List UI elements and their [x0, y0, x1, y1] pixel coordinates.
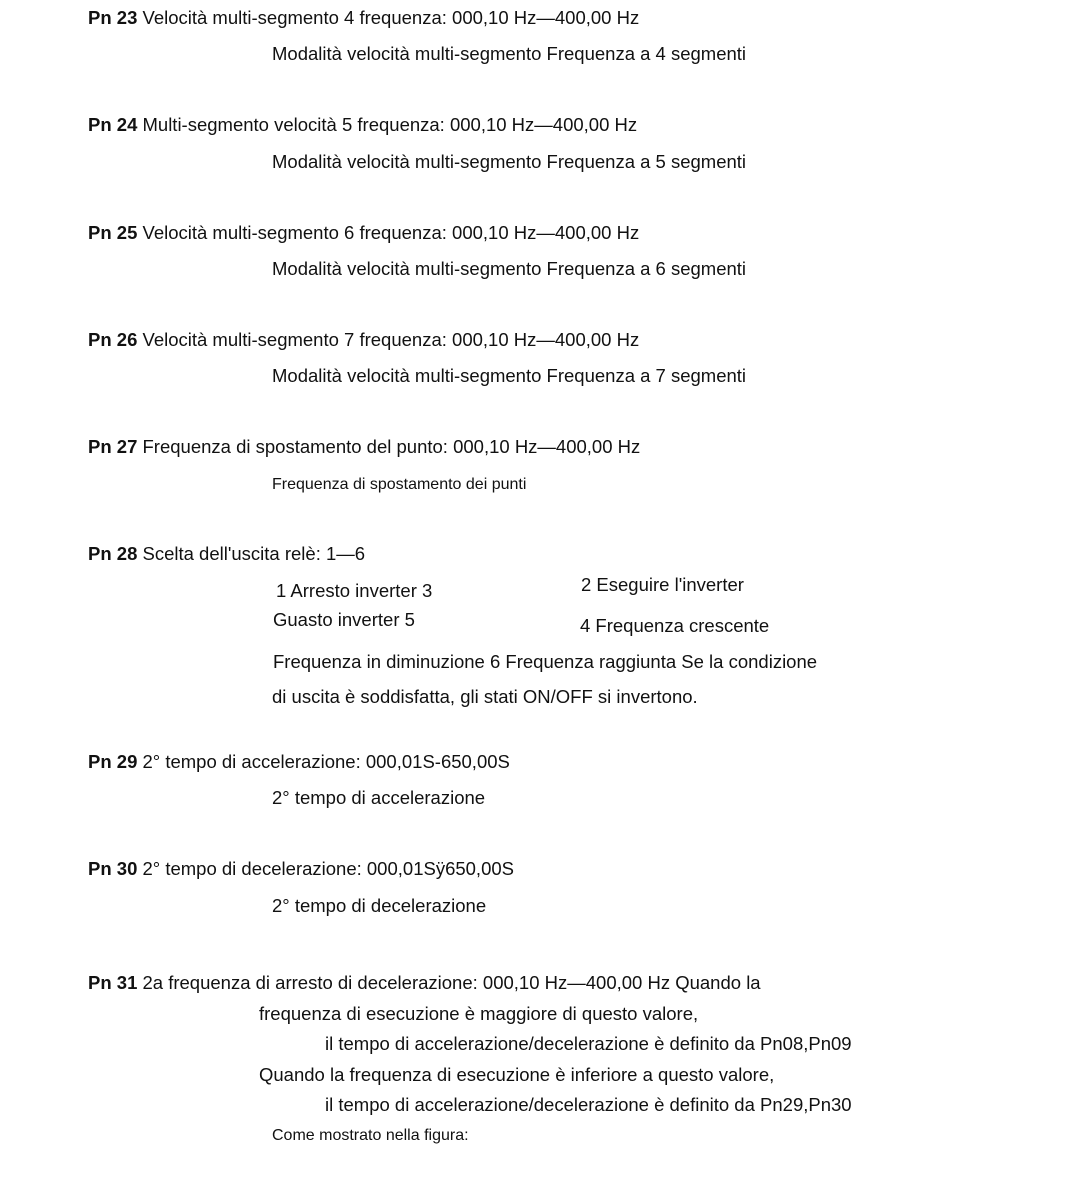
param-code: Pn 26 — [88, 329, 138, 350]
param-heading-pn27 — [88, 436, 640, 458]
param-description: Frequenza di spostamento dei punti — [272, 476, 527, 493]
param-title: Frequenza di spostamento del punto: 000,10 Hz—400,00 Hz — [142, 436, 641, 457]
param-description: Modalità velocità multi-segmento Frequenza a 7 segmenti — [272, 365, 747, 386]
param-text-line: il tempo di accelerazione/decelerazione è definito da Pn29,Pn30 — [325, 1094, 852, 1115]
relay-option-line: 4 Frequenza crescente — [580, 615, 770, 636]
param-text-line: frequenza di esecuzione è maggiore di questo valore, — [259, 1003, 699, 1024]
param-title: Velocità multi-segmento 6 frequenza: 000,10 Hz—400,00 Hz — [142, 222, 640, 243]
param-title: 2a frequenza di arresto di decelerazione: 000,10 Hz—400,00 Hz Quando la — [142, 972, 761, 993]
param-code: Pn 31 — [88, 972, 138, 993]
param-title: Scelta dell'uscita relè: 1—6 — [142, 543, 366, 564]
param-title: Velocità multi-segmento 7 frequenza: 000,10 Hz—400,00 Hz — [142, 329, 640, 350]
param-title: Velocità multi-segmento 4 frequenza: 000,10 Hz—400,00 Hz — [142, 7, 640, 28]
param-code: Pn 29 — [88, 751, 138, 772]
param-heading-pn25 — [88, 222, 639, 244]
param-heading-pn24 — [88, 114, 637, 136]
param-title: Multi-segmento velocità 5 frequenza: 000,10 Hz—400,00 Hz — [142, 114, 638, 135]
param-description: Modalità velocità multi-segmento Frequenza a 5 segmenti — [272, 151, 747, 172]
param-description: Modalità velocità multi-segmento Frequenza a 6 segmenti — [272, 258, 747, 279]
figure-caption: Come mostrato nella figura: — [272, 1127, 469, 1144]
param-text-line: il tempo di accelerazione/decelerazione è definito da Pn08,Pn09 — [325, 1033, 852, 1054]
param-text-line: Quando la frequenza di esecuzione è inferiore a questo valore, — [259, 1064, 775, 1085]
relay-option-line: 1 Arresto inverter 3 — [276, 580, 433, 601]
relay-option-line: Frequenza in diminuzione 6 Frequenza raggiunta Se la condizione — [273, 651, 818, 672]
relay-option-line: Guasto inverter 5 — [273, 609, 415, 630]
param-heading-pn23 — [88, 7, 639, 29]
param-title: 2° tempo di decelerazione: 000,01Sÿ650,00S — [142, 858, 514, 879]
param-heading-pn31 — [88, 972, 761, 994]
relay-option-line: di uscita è soddisfatta, gli stati ON/OFF si invertono. — [272, 686, 698, 707]
param-description: Modalità velocità multi-segmento Frequenza a 4 segmenti — [272, 43, 747, 64]
param-code: Pn 30 — [88, 858, 138, 879]
param-heading-pn30 — [88, 858, 514, 880]
param-description: 2° tempo di accelerazione — [272, 787, 486, 808]
param-description: 2° tempo di decelerazione — [272, 895, 487, 916]
param-title: 2° tempo di accelerazione: 000,01S-650,00S — [142, 751, 510, 772]
param-heading-pn26 — [88, 329, 639, 351]
param-code: Pn 24 — [88, 114, 138, 135]
param-heading-pn29 — [88, 751, 510, 773]
param-heading-pn28 — [88, 543, 365, 565]
param-code: Pn 27 — [88, 436, 138, 457]
param-code: Pn 25 — [88, 222, 138, 243]
param-code: Pn 23 — [88, 7, 138, 28]
relay-option-line: 2 Eseguire l'inverter — [581, 574, 744, 595]
param-code: Pn 28 — [88, 543, 138, 564]
